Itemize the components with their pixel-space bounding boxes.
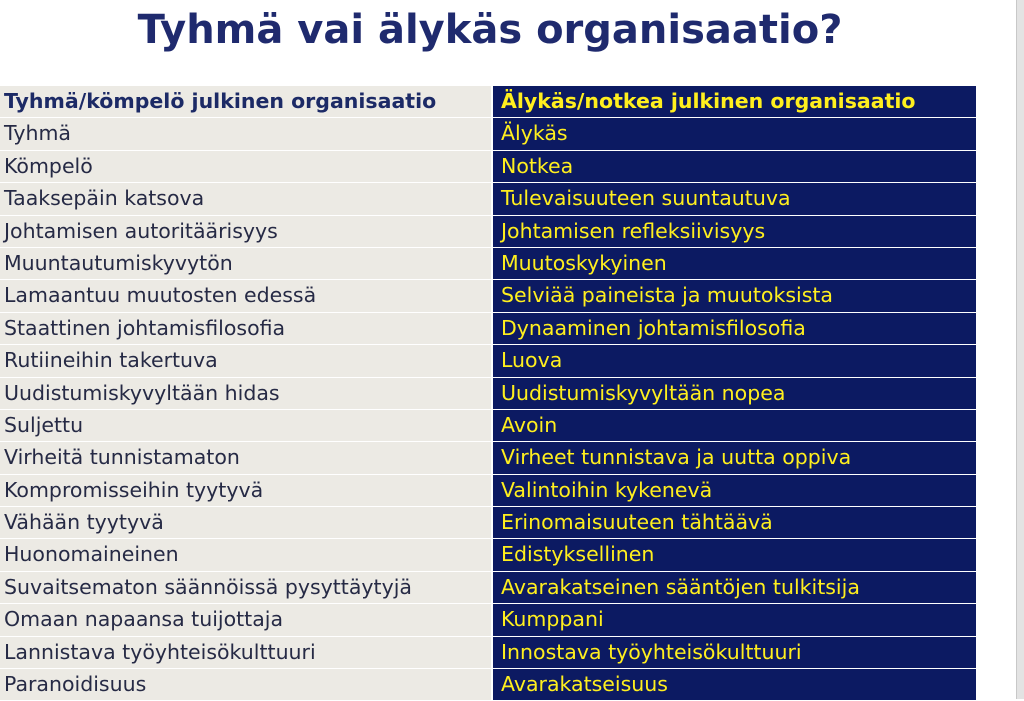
- row-left-cell: Tyhmä: [0, 118, 491, 150]
- table-header-row: [0, 86, 976, 118]
- header-left: Tyhmä/kömpelö julkinen organisaatio: [0, 86, 491, 118]
- row-right-cell: Uudistumiskyvyltään nopea: [493, 378, 976, 410]
- table-row: [0, 604, 976, 636]
- row-left-cell: Suljettu: [0, 410, 491, 442]
- row-left-cell: Huonomaineinen: [0, 539, 491, 571]
- table-row: [0, 475, 976, 507]
- table-row: [0, 572, 976, 604]
- table-row: [0, 410, 976, 442]
- row-right-cell: Luova: [493, 345, 976, 377]
- table-row: [0, 637, 976, 669]
- header-right: Älykäs/notkea julkinen organisaatio: [493, 86, 976, 118]
- row-right-cell: Valintoihin kykenevä: [493, 475, 976, 507]
- table-row: [0, 248, 976, 280]
- row-left-cell: Rutiineihin takertuva: [0, 345, 491, 377]
- row-right-cell: Edistyksellinen: [493, 539, 976, 571]
- row-right-cell: Avarakatseisuus: [493, 669, 976, 701]
- table-row: [0, 442, 976, 474]
- row-left-cell: Lannistava työyhteisökulttuuri: [0, 637, 491, 669]
- row-right-cell: Notkea: [493, 151, 976, 183]
- row-right-cell: Virheet tunnistava ja uutta oppiva: [493, 442, 976, 474]
- row-left-cell: Omaan napaansa tuijottaja: [0, 604, 491, 636]
- row-right-cell: Kumppani: [493, 604, 976, 636]
- row-left-cell: Paranoidisuus: [0, 669, 491, 701]
- table-body: [0, 118, 976, 701]
- row-left-cell: Lamaantuu muutosten edessä: [0, 280, 491, 312]
- slide-title: Tyhmä vai älykäs organisaatio?: [137, 7, 843, 53]
- row-left-cell: Johtamisen autoritäärisyys: [0, 216, 491, 248]
- row-right-cell: Dynaaminen johtamisfilosofia: [493, 313, 976, 345]
- table-row: [0, 539, 976, 571]
- table-row: [0, 345, 976, 377]
- row-right-cell: Muutoskykyinen: [493, 248, 976, 280]
- row-right-cell: Innostava työyhteisökulttuuri: [493, 637, 976, 669]
- row-right-cell: Avoin: [493, 410, 976, 442]
- table-row: [0, 118, 976, 150]
- table-row: [0, 669, 976, 701]
- row-right-cell: Avarakatseinen sääntöjen tulkitsija: [493, 572, 976, 604]
- table-row: [0, 313, 976, 345]
- row-left-cell: Staattinen johtamisfilosofia: [0, 313, 491, 345]
- row-left-cell: Kompromisseihin tyytyvä: [0, 475, 491, 507]
- row-right-cell: Älykäs: [493, 118, 976, 150]
- row-left-cell: Virheitä tunnistamaton: [0, 442, 491, 474]
- table-row: [0, 378, 976, 410]
- row-right-cell: Selviää paineista ja muutoksista: [493, 280, 976, 312]
- row-right-cell: Erinomaisuuteen tähtäävä: [493, 507, 976, 539]
- row-right-cell: Johtamisen refleksiivisyys: [493, 216, 976, 248]
- window-edge: [1016, 0, 1024, 699]
- table-row: [0, 280, 976, 312]
- table-row: [0, 183, 976, 215]
- table-row: [0, 151, 976, 183]
- row-left-cell: Vähään tyytyvä: [0, 507, 491, 539]
- row-left-cell: Kömpelö: [0, 151, 491, 183]
- row-left-cell: Muuntautumiskyvytön: [0, 248, 491, 280]
- row-left-cell: Taaksepäin katsova: [0, 183, 491, 215]
- row-right-cell: Tulevaisuuteen suuntautuva: [493, 183, 976, 215]
- row-left-cell: Uudistumiskyvyltään hidas: [0, 378, 491, 410]
- table-row: [0, 216, 976, 248]
- row-left-cell: Suvaitsematon säännöissä pysyttäytyjä: [0, 572, 491, 604]
- comparison-table: [0, 86, 976, 701]
- table-row: [0, 507, 976, 539]
